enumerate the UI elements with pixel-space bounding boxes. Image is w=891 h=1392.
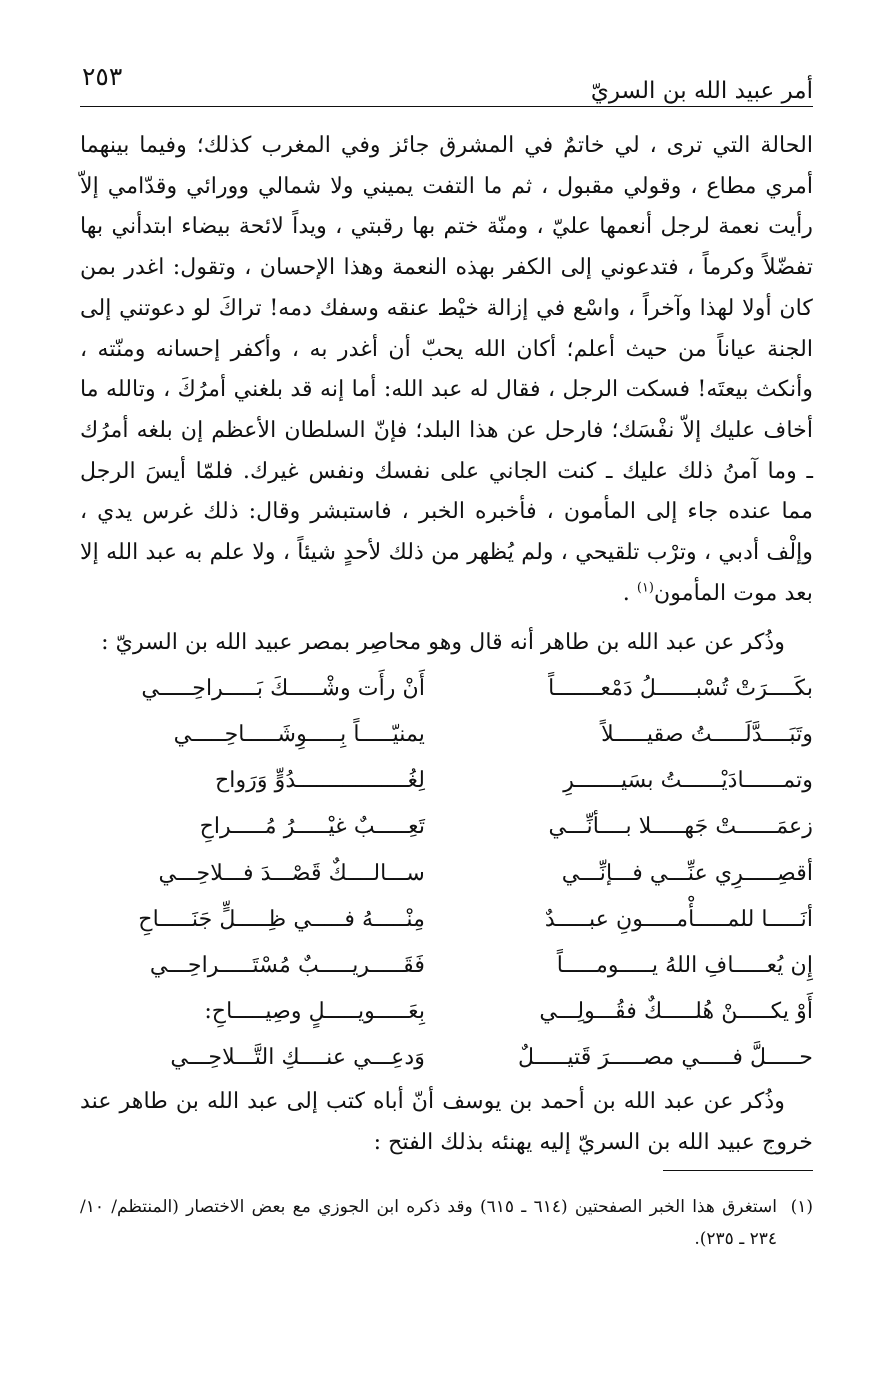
verse-second-hemistich: مِنْـــــهُ فـــــي ظِـــــلٍّ جَنَـــــاحِ — [138, 905, 425, 932]
poem-verse — [80, 758, 813, 804]
verse-first-hemistich: أنَـــــا للمـــــأْمـــــونِ عبـــــدٌ — [544, 905, 813, 932]
footnote-divider — [663, 1170, 813, 1171]
verse-second-hemistich: بِعَـــــويـــــلٍ وصِيـــــاحِ: — [204, 998, 425, 1025]
verse-first-hemistich: أقصِـــــرِي عنِّـــي فـــإنِّـــي — [561, 859, 813, 886]
verse-second-hemistich: فَقَـــــريـــــبٌ مُسْتَـــــراحِـــي — [149, 952, 425, 978]
verse-first-hemistich: زعمَــــــتْ جَهـــــلا بــــأنِّـــي — [548, 813, 813, 840]
verse-first-hemistich: إِن يُعـــــافِ اللهُ يـــــومـــــاً — [556, 952, 813, 978]
poem-verse — [80, 942, 813, 988]
footnotes — [80, 1191, 813, 1255]
footnote-reference: (١) — [636, 580, 654, 596]
paragraph-3: وذُكر عن عبد الله بن أحمد بن يوسف أنّ أباه كتب إلى عبد الله بن طاهر عند خروج عبيد الله بن السريّ إليه يهنئه بذلك الفتح : — [80, 1087, 813, 1155]
verse-second-hemistich: ســـالــــكٌ قَصْـــدَ فـــلاحِـــي — [158, 859, 425, 886]
verse-first-hemistich: حـــــلَّ فـــــي مصـــــرَ قَتيـــــلٌ — [518, 1044, 813, 1071]
verse-second-hemistich: وَدعِـــي عنــــكِ التَّـــلاحِـــي — [170, 1044, 425, 1071]
paragraph-2: وذُكر عن عبد الله بن طاهر أنه قال وهو محاصِر بمصر عبيد الله بن السريّ : — [101, 629, 785, 656]
main-text — [80, 125, 813, 1162]
verse-second-hemistich: يمنيّـــــاً بِـــــوِشَـــــاحِـــــي — [173, 721, 425, 748]
page-header — [80, 58, 813, 107]
poem-verse — [80, 988, 813, 1034]
paragraph-1-text: الحالة التي ترى ، لي خاتمٌ في المشرق جائز وفي المغرب كذلك؛ وفيما بينهما أمري مطاع ، وقولي مقبول ، ثم ما التفت يميني ولا شمالي وورائي وقدّامي إلاّ رأيت نعمة لرجل أنعمها عليّ ، ومنّة ختم بها رقبتي ، ويداً لائحة بيضاء ابتدأني بها تفضّلاً وكرماً ، فتدعوني إلى الكفر بهذه النعمة وهذا الإحسان ، وتقول: اغدر بمن كان أولا لهذا وآخراً ، واسْع في إزالة خيْط عنقه وسفك دمه! تراكَ لو دعوتني إلى الجنة عياناً من حيث أعلم؛ أكان الله يحبّ أن أغدر به ، وأكفر إحسانه ومنّته ، وأنكث بيعتَه! فسكت الرجل ، فقال له عبد الله: أما إنه قد بلغني أمرُكَ ، وتالله ما أخاف عليك إلاّ نفْسَك؛ فارحل عن هذا البلد؛ فإنّ السلطان الأعظم إن بلغه أمرُك ـ وما آمنُ ذلك عليك ـ كنت الجاني على نفسك ونفس غيرك. فلمّا أيسَ الرجل مما عنده جاء إلى المأمون ، فأخبره الخبر ، فاستبشر وقال: ذلك غرس يدي ، وإلْف أدبي ، وترْب تلقيحي ، ولم يُظهر من ذلك لأحدٍ شيئاً ، ولا علم به عبد الله إلا بعد موت المأمون — [80, 132, 813, 606]
running-title: أمر عبيد الله بن السريّ — [590, 78, 813, 104]
poem-verse — [80, 711, 813, 757]
verse-first-hemistich: وتَبَــــدَّلَـــــتُ صقيـــــلاً — [601, 721, 813, 748]
verse-second-hemistich: لِغُـــــــــــــــــدُوٍّ وَرَواح — [214, 767, 425, 794]
poem-verse — [80, 804, 813, 850]
poem-verse — [80, 896, 813, 942]
verse-first-hemistich: وتمــــــادَيْــــــتُ بسَيـــــــرِ — [563, 767, 813, 794]
paragraph-1-end: . — [622, 579, 637, 606]
verse-second-hemistich: أَنْ رأَت وشْـــــكَ بَـــــراحِـــــي — [141, 674, 425, 701]
page-number: ٢٥٣ — [82, 62, 123, 91]
verse-second-hemistich: تَعِـــــبٌ غيْـــــرُ مُـــــراحِ — [199, 813, 425, 840]
footnote-text: استغرق هذا الخبر الصفحتين (٦١٤ ـ ٦١٥) وقد ذكره ابن الجوزي مع بعض الاختصار (المنتظم/ ١٠/ ٢٣٤ ـ ٢٣٥). — [80, 1197, 777, 1250]
poem-verse — [80, 1035, 813, 1081]
poem-verse — [80, 850, 813, 896]
verse-first-hemistich: بكَــــرَتْ تُسْبــــــلُ دَمْعـــــــاً — [548, 674, 813, 701]
footnote-number: (١) — [790, 1197, 813, 1218]
poem — [80, 665, 813, 1081]
footnote — [80, 1191, 813, 1255]
paragraph-1 — [80, 125, 813, 613]
poem-verse — [80, 665, 813, 711]
verse-first-hemistich: أَوْ يكـــــنْ هُلـــــكٌ فقُـــولِـــي — [539, 998, 813, 1025]
